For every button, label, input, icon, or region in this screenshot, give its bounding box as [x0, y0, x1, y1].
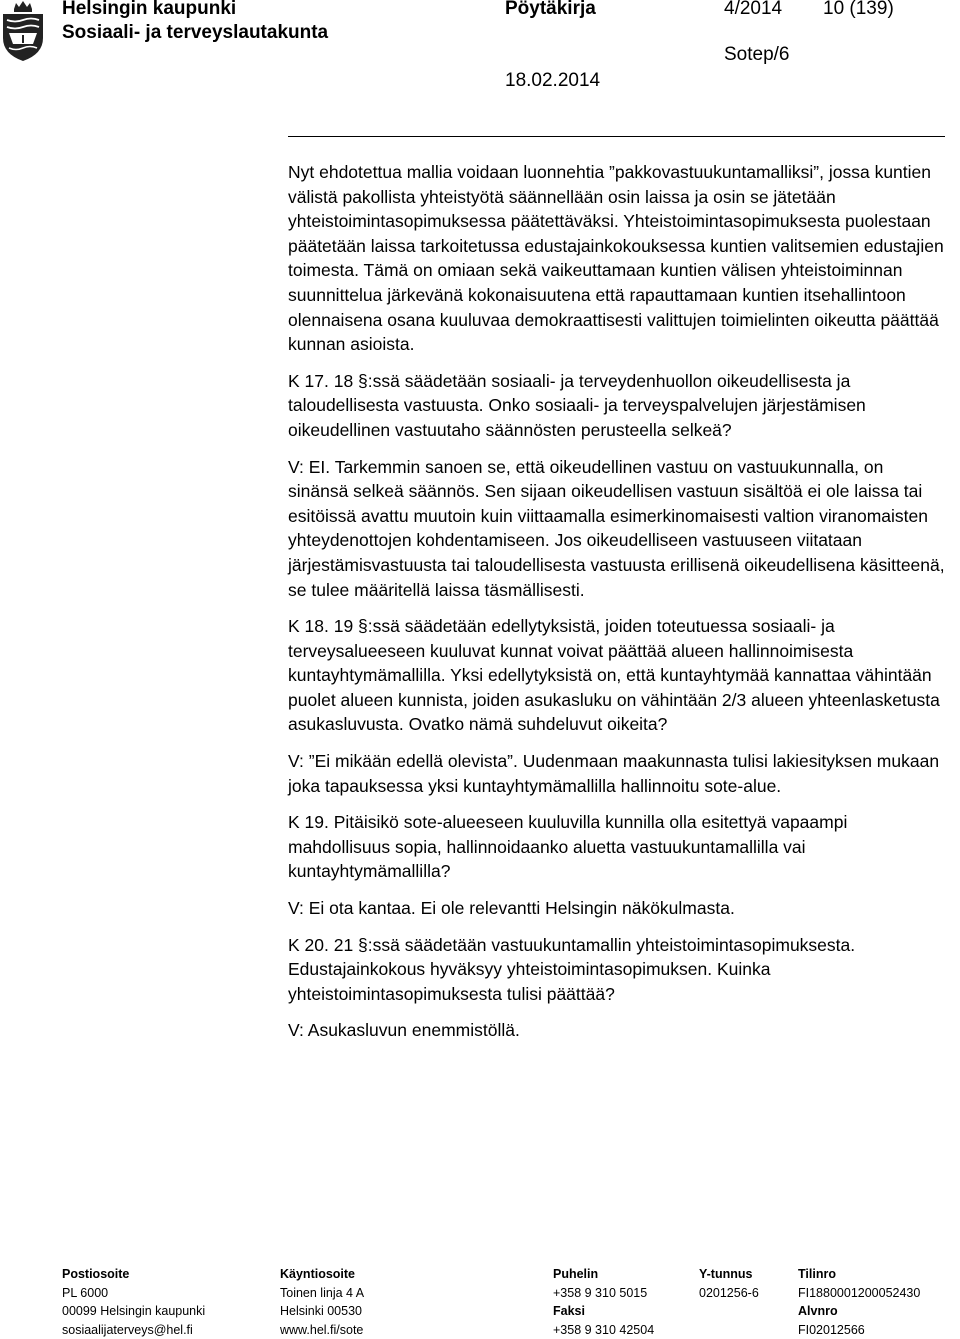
header-rule [288, 136, 945, 137]
document-type: Pöytäkirja [505, 0, 596, 20]
footer-fax: +358 9 310 42504 [553, 1321, 654, 1339]
document-body [288, 160, 948, 1055]
footer-email: sosiaalijaterveys@hel.fi [62, 1321, 205, 1339]
answer-19: V: Ei ota kantaa. Ei ole relevantti Helsingin näkökulmasta. [288, 896, 948, 921]
page-number: 10 (139) [823, 0, 894, 20]
footer-visit-heading: Käyntiosoite [280, 1265, 364, 1284]
footer-visit-column [280, 1265, 364, 1339]
answer-18: V: ”Ei mikään edellä olevista”. Uudenmaan maakunnasta tulisi lakiesityksen mukaan joka tapauksessa yksi kuntayhtymämallilla hallinnoitu sote-alue. [288, 749, 948, 798]
footer-account-column [798, 1265, 920, 1339]
helsinki-crest-logo [0, 0, 46, 62]
question-17: K 17. 18 §:ssä säädetään sosiaali- ja terveydenhuollon oikeudellisesta ja taloudellisesta vastuusta. Onko sosiaali- ja terveyspalvelujen järjestämisen oikeudellinen vastuutaho säännösten perusteella selkeä? [288, 369, 948, 443]
board-name: Sosiaali- ja terveyslautakunta [62, 22, 328, 44]
answer-20: V: Asukasluvun enemmistöllä. [288, 1018, 948, 1043]
footer-business-id: 0201256-6 [699, 1284, 759, 1303]
question-20: K 20. 21 §:ssä säädetään vastuukuntamallin yhteistoimintasopimuksesta. Edustajainkokous hyväksyy yhteistoimintasopimuksen. Kuinka yhteistoimintasopimuksesta tulisi päättää? [288, 933, 948, 1007]
footer-postal-box: PL 6000 [62, 1284, 205, 1303]
footer-visit-street: Toinen linja 4 A [280, 1284, 364, 1303]
footer-phone: +358 9 310 5015 [553, 1284, 654, 1303]
footer-account-heading: Tilinro [798, 1265, 920, 1284]
footer-phone-column [553, 1265, 654, 1339]
footer-fax-heading: Faksi [553, 1302, 654, 1321]
footer-postal-column [62, 1265, 205, 1339]
footer-vat-number: FI02012566 [798, 1321, 920, 1339]
answer-17: V: EI. Tarkemmin sanoen se, että oikeudellinen vastuu on vastuukunnalla, on sinänsä selkeä säännös. Sen sijaan oikeudellisen vastuun sisältöä ei ole laissa tai esitöissä avattu muutoin kuin viittaamalla esimerkinomaisesti valtion viranomaisten yhteydenottojen kohdentamiseen. Jos oikeudelliseen vastuuseen viitataan järjestämisvastuusta tai taloudellisesta vastuusta erillisenä oikeudellisena käsitteenä, se tulee määritellä laissa täsmällisesti. [288, 455, 948, 603]
question-19: K 19. Pitäisikö sote-alueeseen kuuluvilla kunnilla olla esitettyä vapaampi mahdollisuus sopia, hallinnoidaanko aluetta vastuukuntamallilla vai kuntayhtymämallilla? [288, 810, 948, 884]
footer-visit-city: Helsinki 00530 [280, 1302, 364, 1321]
section-code: Sotep/6 [724, 44, 790, 66]
meeting-date: 18.02.2014 [505, 70, 600, 92]
question-18: K 18. 19 §:ssä säädetään edellytyksistä, joiden toteutuessa sosiaali- ja terveysalueeseen kuuluvat kunnat voivat päättää alueen hallinnoimisesta kuntayhtymämallilla. Yksi edellytyksistä on, että kuntayhtymää kannattaa vähintään puolet alueen kunnista, joiden asukasluku on vähintään 2/3 alueen yhteenlasketusta asukasluvusta. Ovatko nämä suhdeluvut oikeita? [288, 614, 948, 737]
footer-business-id-column [699, 1265, 759, 1302]
footer-vat-heading: Alvnro [798, 1302, 920, 1321]
footer-website: www.hel.fi/sote [280, 1321, 364, 1339]
footer-account-number: FI1880001200052430 [798, 1284, 920, 1303]
paragraph-intro: Nyt ehdotettua mallia voidaan luonnehtia ”pakkovastuukuntamalliksi”, jossa kuntien välistä pakollista yhteistyötä säännellään osin laissa ja osin se jätetään yhteistoimintasopimuksessa päätettäväksi. Yhteistoimintasopimuksesta puolestaan päätetään laissa tarkoitetussa edustajainkokouksessa kuntien valitsemien edustajien toimesta. Tämä on omiaan sekä vaikeuttamaan kuntien välisen yhteistoiminnan suunnittelua järkevänä kokonaisuutena että rapauttamaan kuntien itsehallintoon olennaisena osana kuuluvaa demokraattisesti valittujen toimielinten oikeutta päättää kunnan asioista. [288, 160, 948, 357]
org-name: Helsingin kaupunki [62, 0, 236, 20]
footer-postal-heading: Postiosoite [62, 1265, 205, 1284]
footer-postal-city: 00099 Helsingin kaupunki [62, 1302, 205, 1321]
document-number: 4/2014 [724, 0, 782, 20]
footer-business-id-heading: Y-tunnus [699, 1265, 759, 1284]
footer-phone-heading: Puhelin [553, 1265, 654, 1284]
